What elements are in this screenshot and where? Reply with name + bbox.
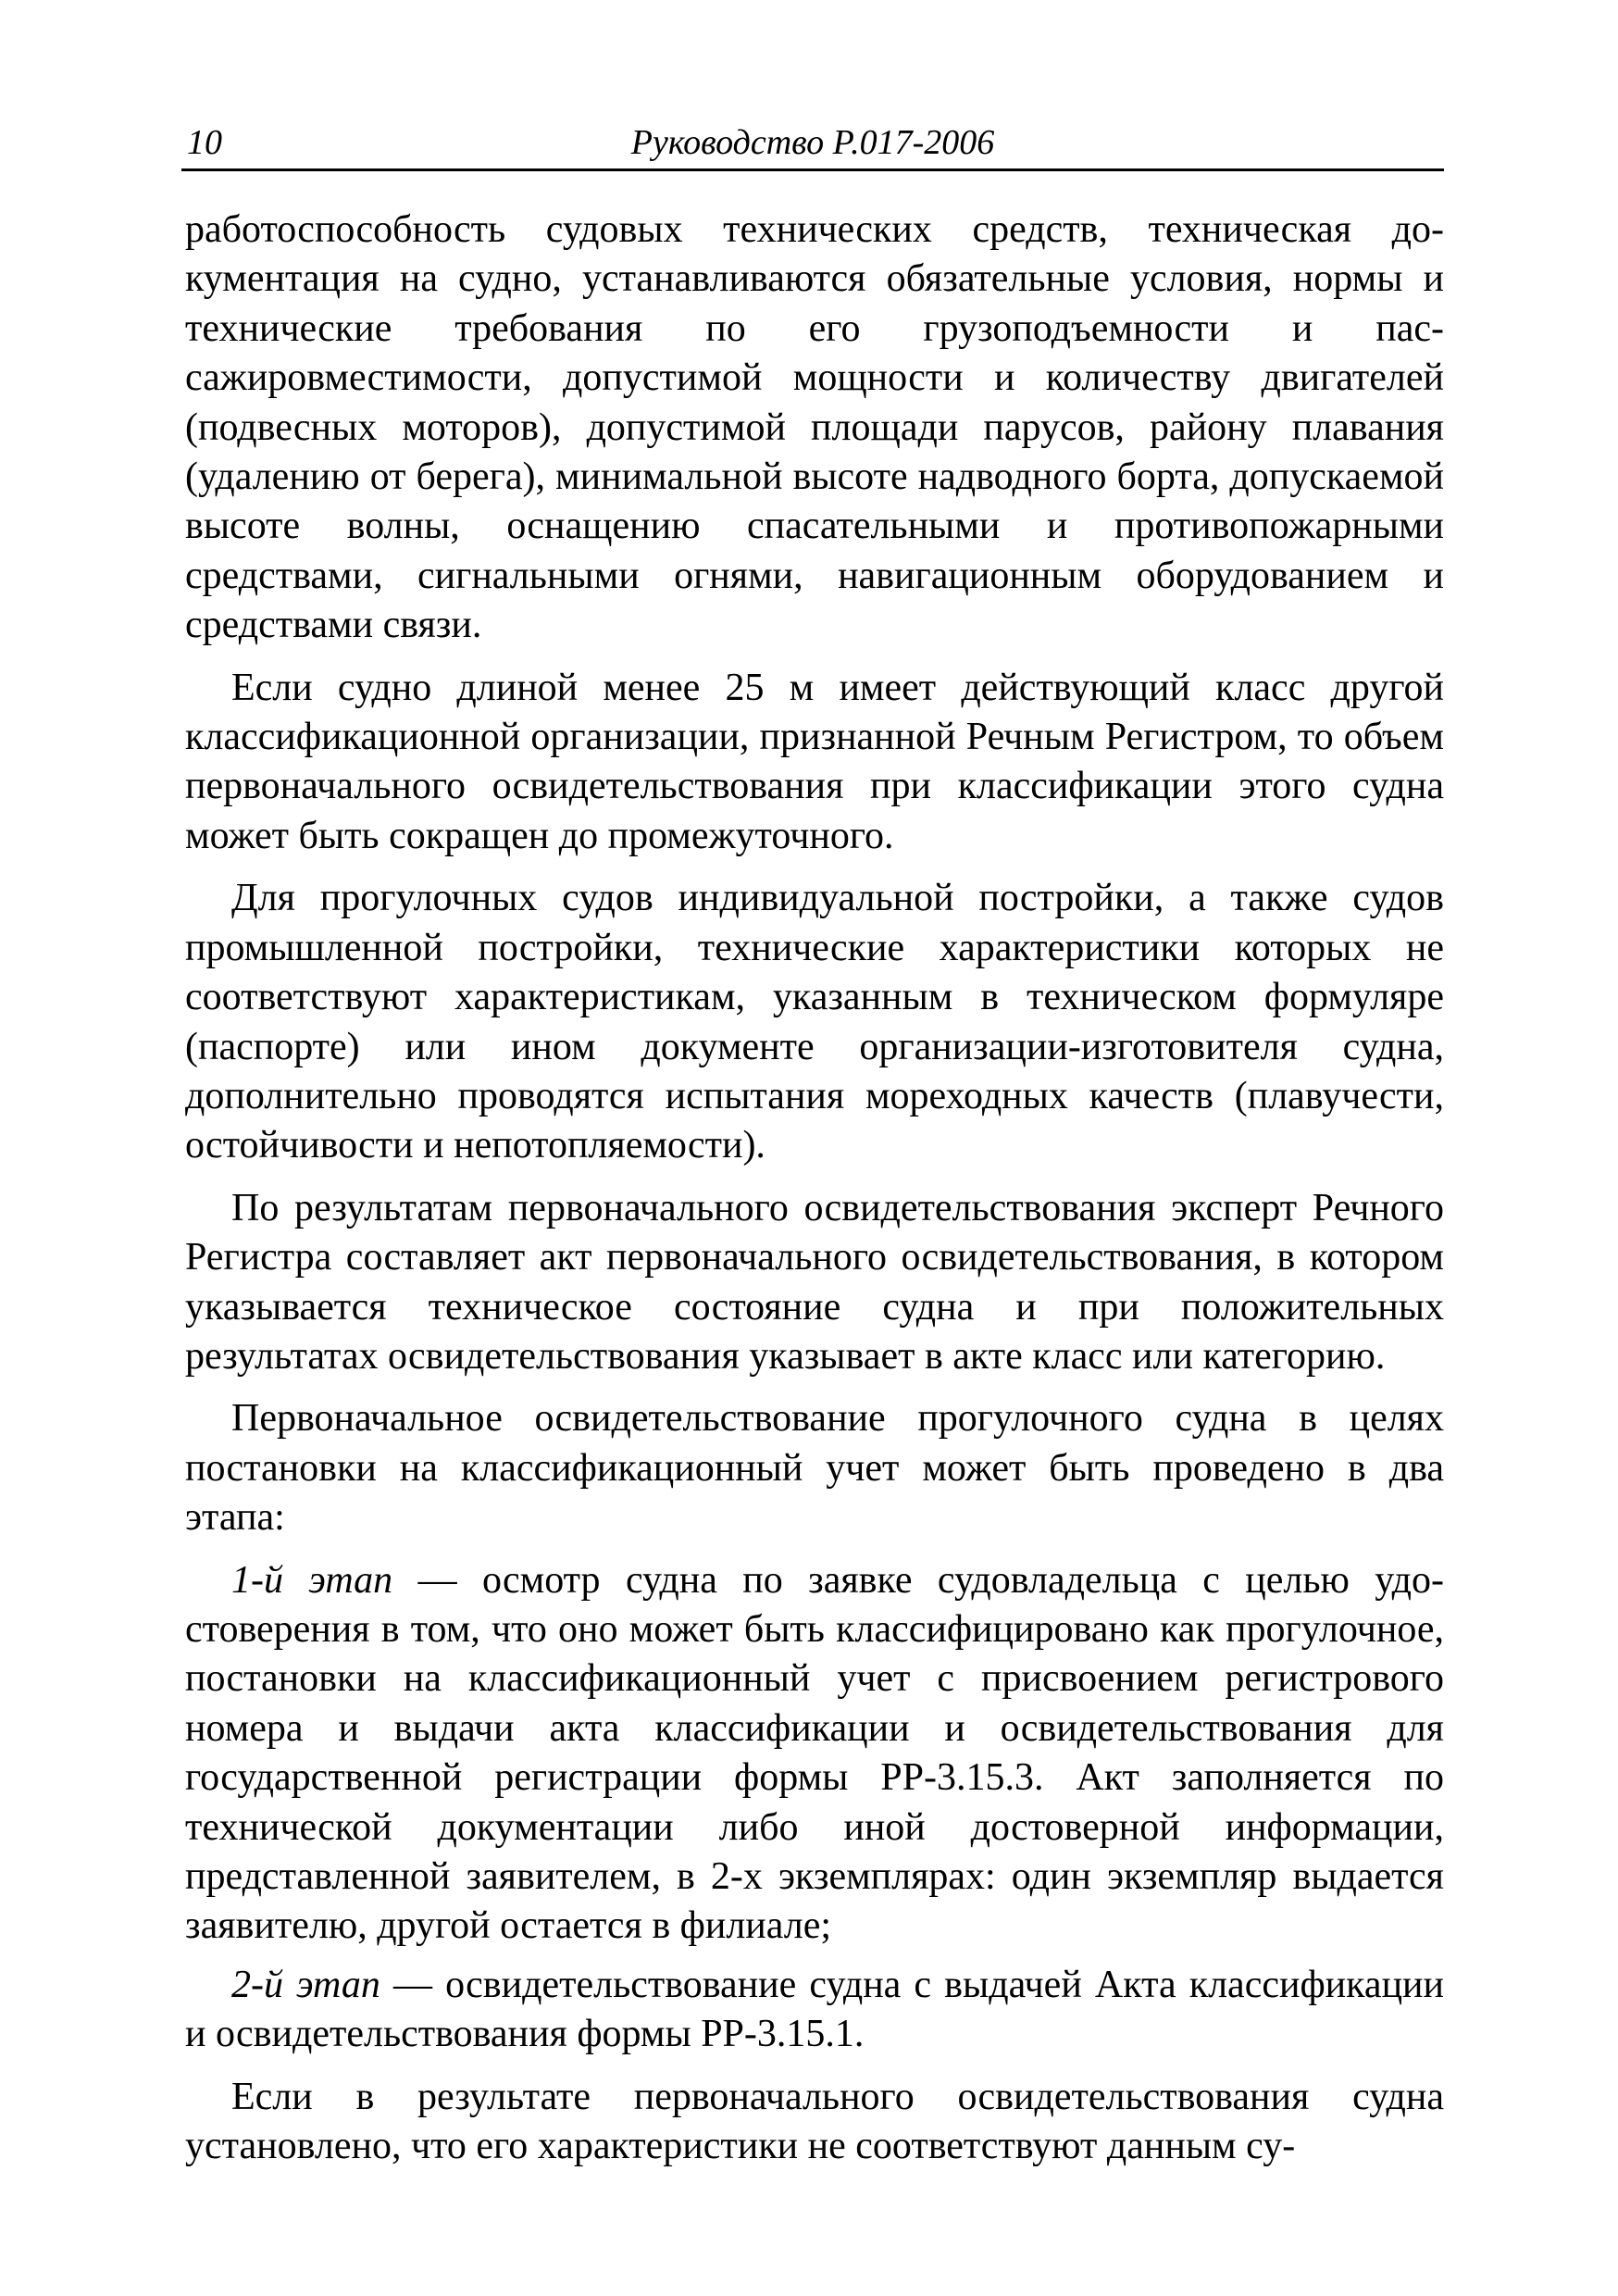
paragraph-final: Если в результате первоначального освидетельствования судна установлено, что его характеристики не соответствуют данным су- <box>185 2075 1444 2168</box>
paragraph-survey-act: По результатам первоначального освидетельствования эксперт Речного Регистра составляет акт первоначального освидетельствования, в котором указывается техническое состояние судна и при положительных результатах освидетельствования указывает в акте класс или категорию. <box>185 1186 1444 1378</box>
stage-2-label: 2-й этап <box>231 1963 380 2006</box>
running-title: Руководство Р.017-2006 <box>630 123 995 162</box>
stage-1-label: 1-й этап <box>231 1558 393 1602</box>
stage-2-text: — освидетельствование судна с выдачей Акта классификации и освидетельствования формы РР-3.15.1. <box>185 1963 1444 2056</box>
stage-1-text: — осмотр судна по заявке судовладельца с целью удостоверения в том, что оно может быть классифицировано как прогулочное, постановки на классификационный учет с присвоением регистрового номера и выдачи акта классификации и освидетельствования для государственной регистрации формы РР-3.15.3. Акт заполняется по технической документации либо иной достоверной информации, представленной заявителем, в 2-х экземплярах: один экземпляр выдается заявителю, другой остается в филиале; <box>185 1558 1444 1948</box>
paragraph-seaworthiness-tests: Для прогулочных судов индивидуальной постройки, а также судов промышленной постройки, технические характеристики которых не соответствуют характеристикам, указанным в техническом формуляре (паспорте) или ином документе организации-изготовителя судна, дополнительно проводятся испытания мореходных качеств (плавучести, остойчивости и непотопляемости). <box>185 877 1444 1167</box>
body-text <box>185 206 1444 2184</box>
page-header <box>181 119 1444 171</box>
paragraph-equivalent-class: Если судно длиной менее 25 м имеет действующий класс другой классификационной организации, признанной Речным Регистром, то объем первоначального освидетельствования при классификации этого судна может быть сокращен до промежуточного. <box>185 666 1444 857</box>
paragraph-continuation: работоспособность судовых технических средств, техническая документация на судно, устанавливаются обязательные условия, нормы и технические требования по его грузоподъемности и пассажировместимости, допустимой мощности и количеству двигателей (подвесных моторов), допустимой площади парусов, району плавания (удалению от берега), минимальной высоте надводного борта, допускаемой высоте волны, оснащению спасательными и противопожарными средствами, сигнальными огнями, навигационным оборудованием и средствами связи. <box>185 208 1444 647</box>
paragraph-stage-2 <box>185 1961 1444 2060</box>
paragraph-two-stages: Первоначальное освидетельствование прогулочного судна в целях постановки на классификационный учет может быть проведено в два этапа: <box>185 1397 1444 1540</box>
page-number: 10 <box>187 123 222 162</box>
paragraph-stage-1 <box>185 1556 1444 1952</box>
